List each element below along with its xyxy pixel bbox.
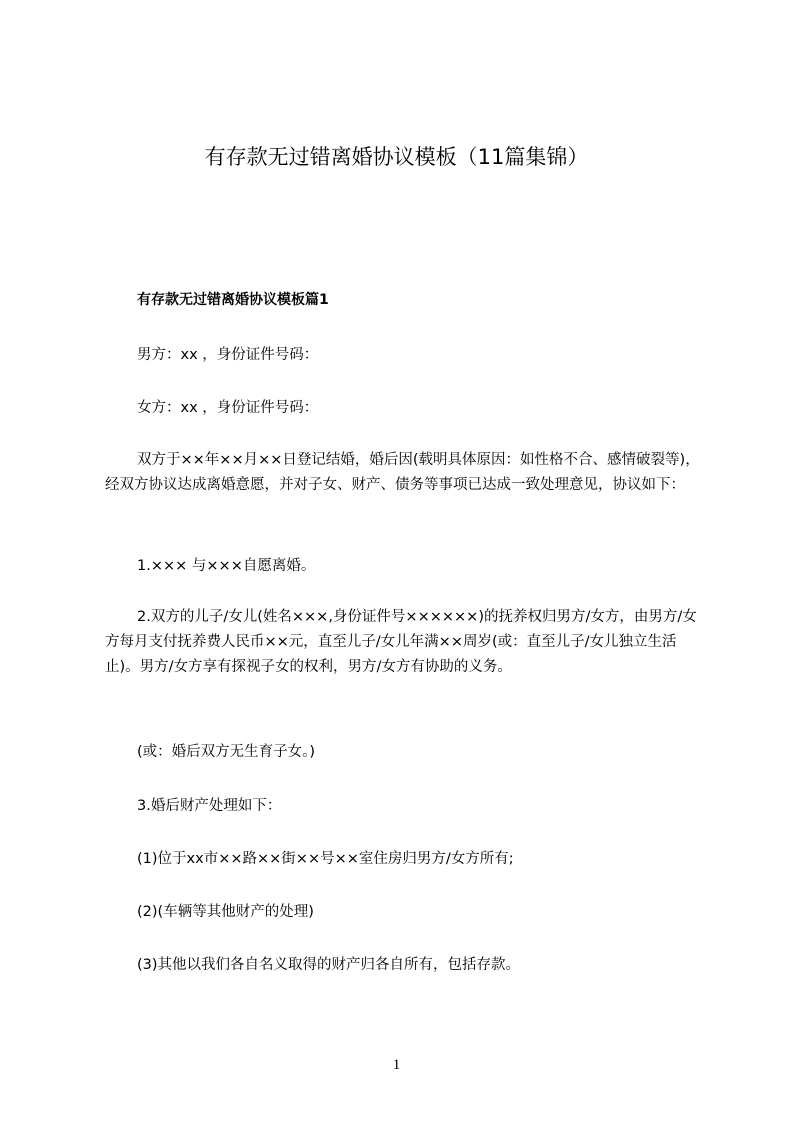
paragraph-subitem-3: (3)其他以我们各自名义取得的财产归各自所有，包括存款。 — [137, 957, 521, 973]
paragraph-item-3: 3.婚后财产处理如下： — [137, 798, 282, 814]
paragraph-man: 男方：xx ，身份证件号码： — [137, 347, 319, 363]
paragraph-or: (或：婚后双方无生育子女。) — [137, 744, 316, 760]
paragraph-item-1: 1.××× 与×××自愿离婚。 — [137, 558, 316, 574]
page-number: 1 — [392, 1057, 401, 1073]
paragraph-subitem-1: (1)位于xx市××路××街××号××室住房归男方/女方所有; — [137, 851, 514, 867]
paragraph-subitem-2: (2)(车辆等其他财产的处理) — [137, 904, 314, 920]
document-title: 有存款无过错离婚协议模板（11篇集锦） — [204, 145, 589, 169]
paragraph-item-2: 2.双方的儿子/女儿(姓名×××,身份证件号××××××)的抚养权归男方/女方，由男方/女方每月支付抚养费人民币××元，直至儿子/女儿年满××周岁(或：直至儿子/女儿独立生活止)。男方/女方享有探视子女的权利，男方/女方有协助的义务。 — [105, 609, 697, 675]
paragraph-intro: 双方于××年××月××日登记结婚，婚后因(载明具体原因：如性格不合、感情破裂等)，经双方协议达成离婚意愿，并对子女、财产、债务等事项已达成一致处理意见，协议如下： — [105, 452, 700, 493]
paragraph-woman: 女方：xx ，身份证件号码： — [137, 400, 319, 416]
section-heading: 有存款无过错离婚协议模板篇1 — [137, 292, 329, 308]
